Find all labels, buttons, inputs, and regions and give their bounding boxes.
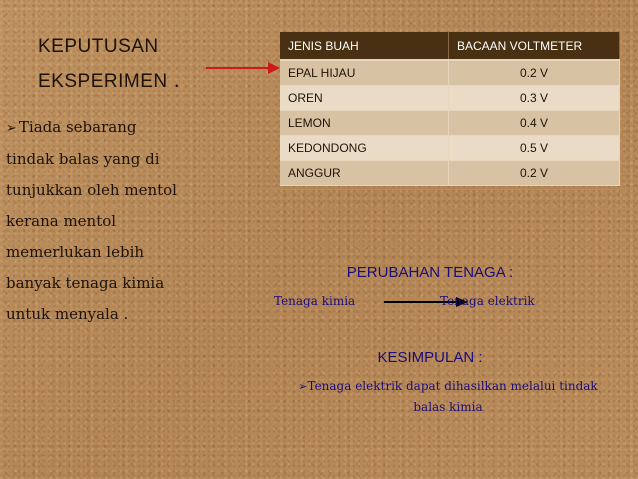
reading-cell: 0.2 V (449, 60, 620, 86)
column-header-fruit: JENIS BUAH (280, 32, 449, 60)
fruit-cell: ANGGUR (280, 161, 449, 186)
conclusion-line-1: Tenaga elektrik dapat dihasilkan melalui tindak (307, 379, 598, 393)
heading-line-1: KEPUTUSAN (38, 36, 159, 57)
arrow-bullet-icon: ➢ (6, 121, 17, 136)
observation-line-3: tunjukkan oleh mentol (6, 181, 177, 199)
table-row (280, 161, 620, 186)
observation-line-5: memerlukan lebih (6, 243, 145, 261)
conclusion-text (268, 376, 628, 418)
energy-change-title: PERUBAHAN TENAGA : (346, 264, 514, 281)
reading-cell: 0.2 V (449, 161, 620, 186)
voltmeter-results-table (280, 32, 620, 186)
table-header-row (280, 32, 620, 60)
table-row (280, 111, 620, 136)
conclusion-line-2: balas kimia (413, 400, 483, 414)
reading-cell: 0.3 V (449, 86, 620, 111)
table-row (280, 60, 620, 86)
fruit-cell: OREN (280, 86, 449, 111)
fruit-cell: EPAL HIJAU (280, 60, 449, 86)
observation-line-6: banyak tenaga kimia (6, 274, 165, 292)
conclusion-title: KESIMPULAN : (377, 349, 483, 366)
fruit-cell: LEMON (280, 111, 449, 136)
observation-line-1: Tiada sebarang (18, 118, 137, 136)
column-header-reading: BACAAN VOLTMETER (449, 32, 620, 60)
reading-cell: 0.4 V (449, 111, 620, 136)
heading-dot: . (173, 67, 181, 92)
observation-line-4: kerana mentol (6, 212, 117, 230)
red-arrow-icon (206, 58, 280, 78)
heading-line-2: EKSPERIMEN (38, 71, 168, 92)
observation-text (6, 112, 238, 330)
energy-to-label: Tenaga elektrik (440, 294, 535, 308)
reading-cell: 0.5 V (449, 136, 620, 161)
conclusion-heading (38, 30, 208, 98)
table-row (280, 86, 620, 111)
arrow-bullet-icon: ➢ (298, 380, 308, 393)
energy-from-label: Tenaga kimia (274, 294, 356, 308)
fruit-cell: KEDONDONG (280, 136, 449, 161)
table-row (280, 136, 620, 161)
observation-line-2: tindak balas yang di (6, 150, 160, 168)
observation-line-7: untuk menyala . (6, 305, 129, 323)
